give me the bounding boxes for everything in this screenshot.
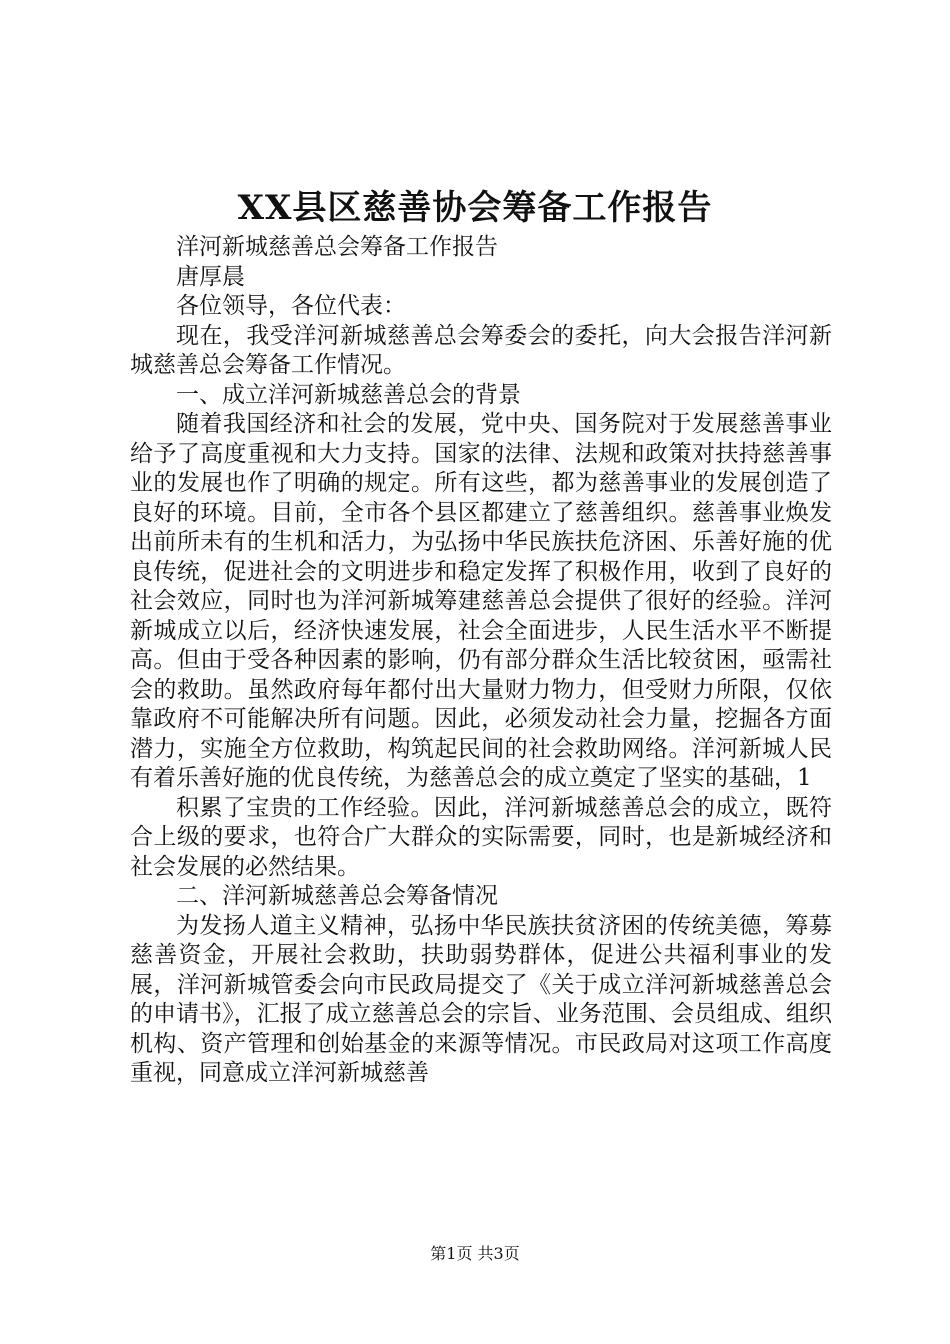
- paragraph: 现在，我受洋河新城慈善总会筹委会的委托，向大会报告洋河新城慈善总会筹备工作情况。: [130, 322, 832, 378]
- paragraph-author: 唐厚晨: [176, 263, 245, 290]
- paragraph: 积累了宝贵的工作经验。因此，洋河新城慈善总会的成立，既符合上级的要求，也符合广大群众的实际需要，同时，也是新城经济和社会发展的必然结果。: [130, 794, 832, 880]
- paragraph-salutation: 各位领导，各位代表：: [176, 293, 406, 319]
- paragraph: 随着我国经济和社会的发展，党中央、国务院对于发展慈善事业给予了高度重视和大力支持。国家的法律、法规和政策对扶持慈善事业的发展也作了明确的规定。所有这些，都为慈善事业的发展创造了良好的环境。目前，全市各个县区都建立了慈善组织。慈善事业焕发出前所未有的生机和活力，为弘扬中华民族扶危济困、乐善好施的优良传统，促进社会的文明进步和稳定发挥了积极作用，收到了良好的社会效应，同时也为洋河新城筹建慈善总会提供了很好的经验。洋河新城成立以后，经济快速发展，社会全面进步，人民生活水平不断提高。但由于受各种因素的影响，仍有部分群众生活比较贫困，亟需社会的救助。虽然政府每年都付出大量财力物力，但受财力所限，仅依靠政府不可能解决所有问题。因此，必须发动社会力量，挖掘各方面潜力，实施全方位救助，构筑起民间的社会救助网络。洋河新城人民有着乐善好施的优良传统，为慈善总会的成立奠定了坚实的基础，1: [130, 411, 832, 791]
- page-footer: 第1页 共3页: [430, 1244, 520, 1263]
- document-title: XX县区慈善协会筹备工作报告: [237, 188, 713, 228]
- section-heading: 一、成立洋河新城慈善总会的背景: [176, 381, 521, 408]
- section-heading: 二、洋河新城慈善总会筹备情况: [176, 883, 498, 909]
- document-body: [130, 233, 832, 1089]
- paragraph: 为发扬人道主义精神，弘扬中华民族扶贫济困的传统美德，筹募慈善资金，开展社会救助，扶助弱势群体，促进公共福利事业的发展，洋河新城管委会向市民政局提交了《关于成立洋河新城慈善总会的申请书》，汇报了成立慈善总会的宗旨、业务范围、会员组成、组织机构、资产管理和创始基金的来源等情况。市民政局对这项工作高度重视，同意成立洋河新城慈善: [130, 912, 832, 1086]
- paragraph-subtitle: 洋河新城慈善总会筹备工作报告: [176, 234, 498, 260]
